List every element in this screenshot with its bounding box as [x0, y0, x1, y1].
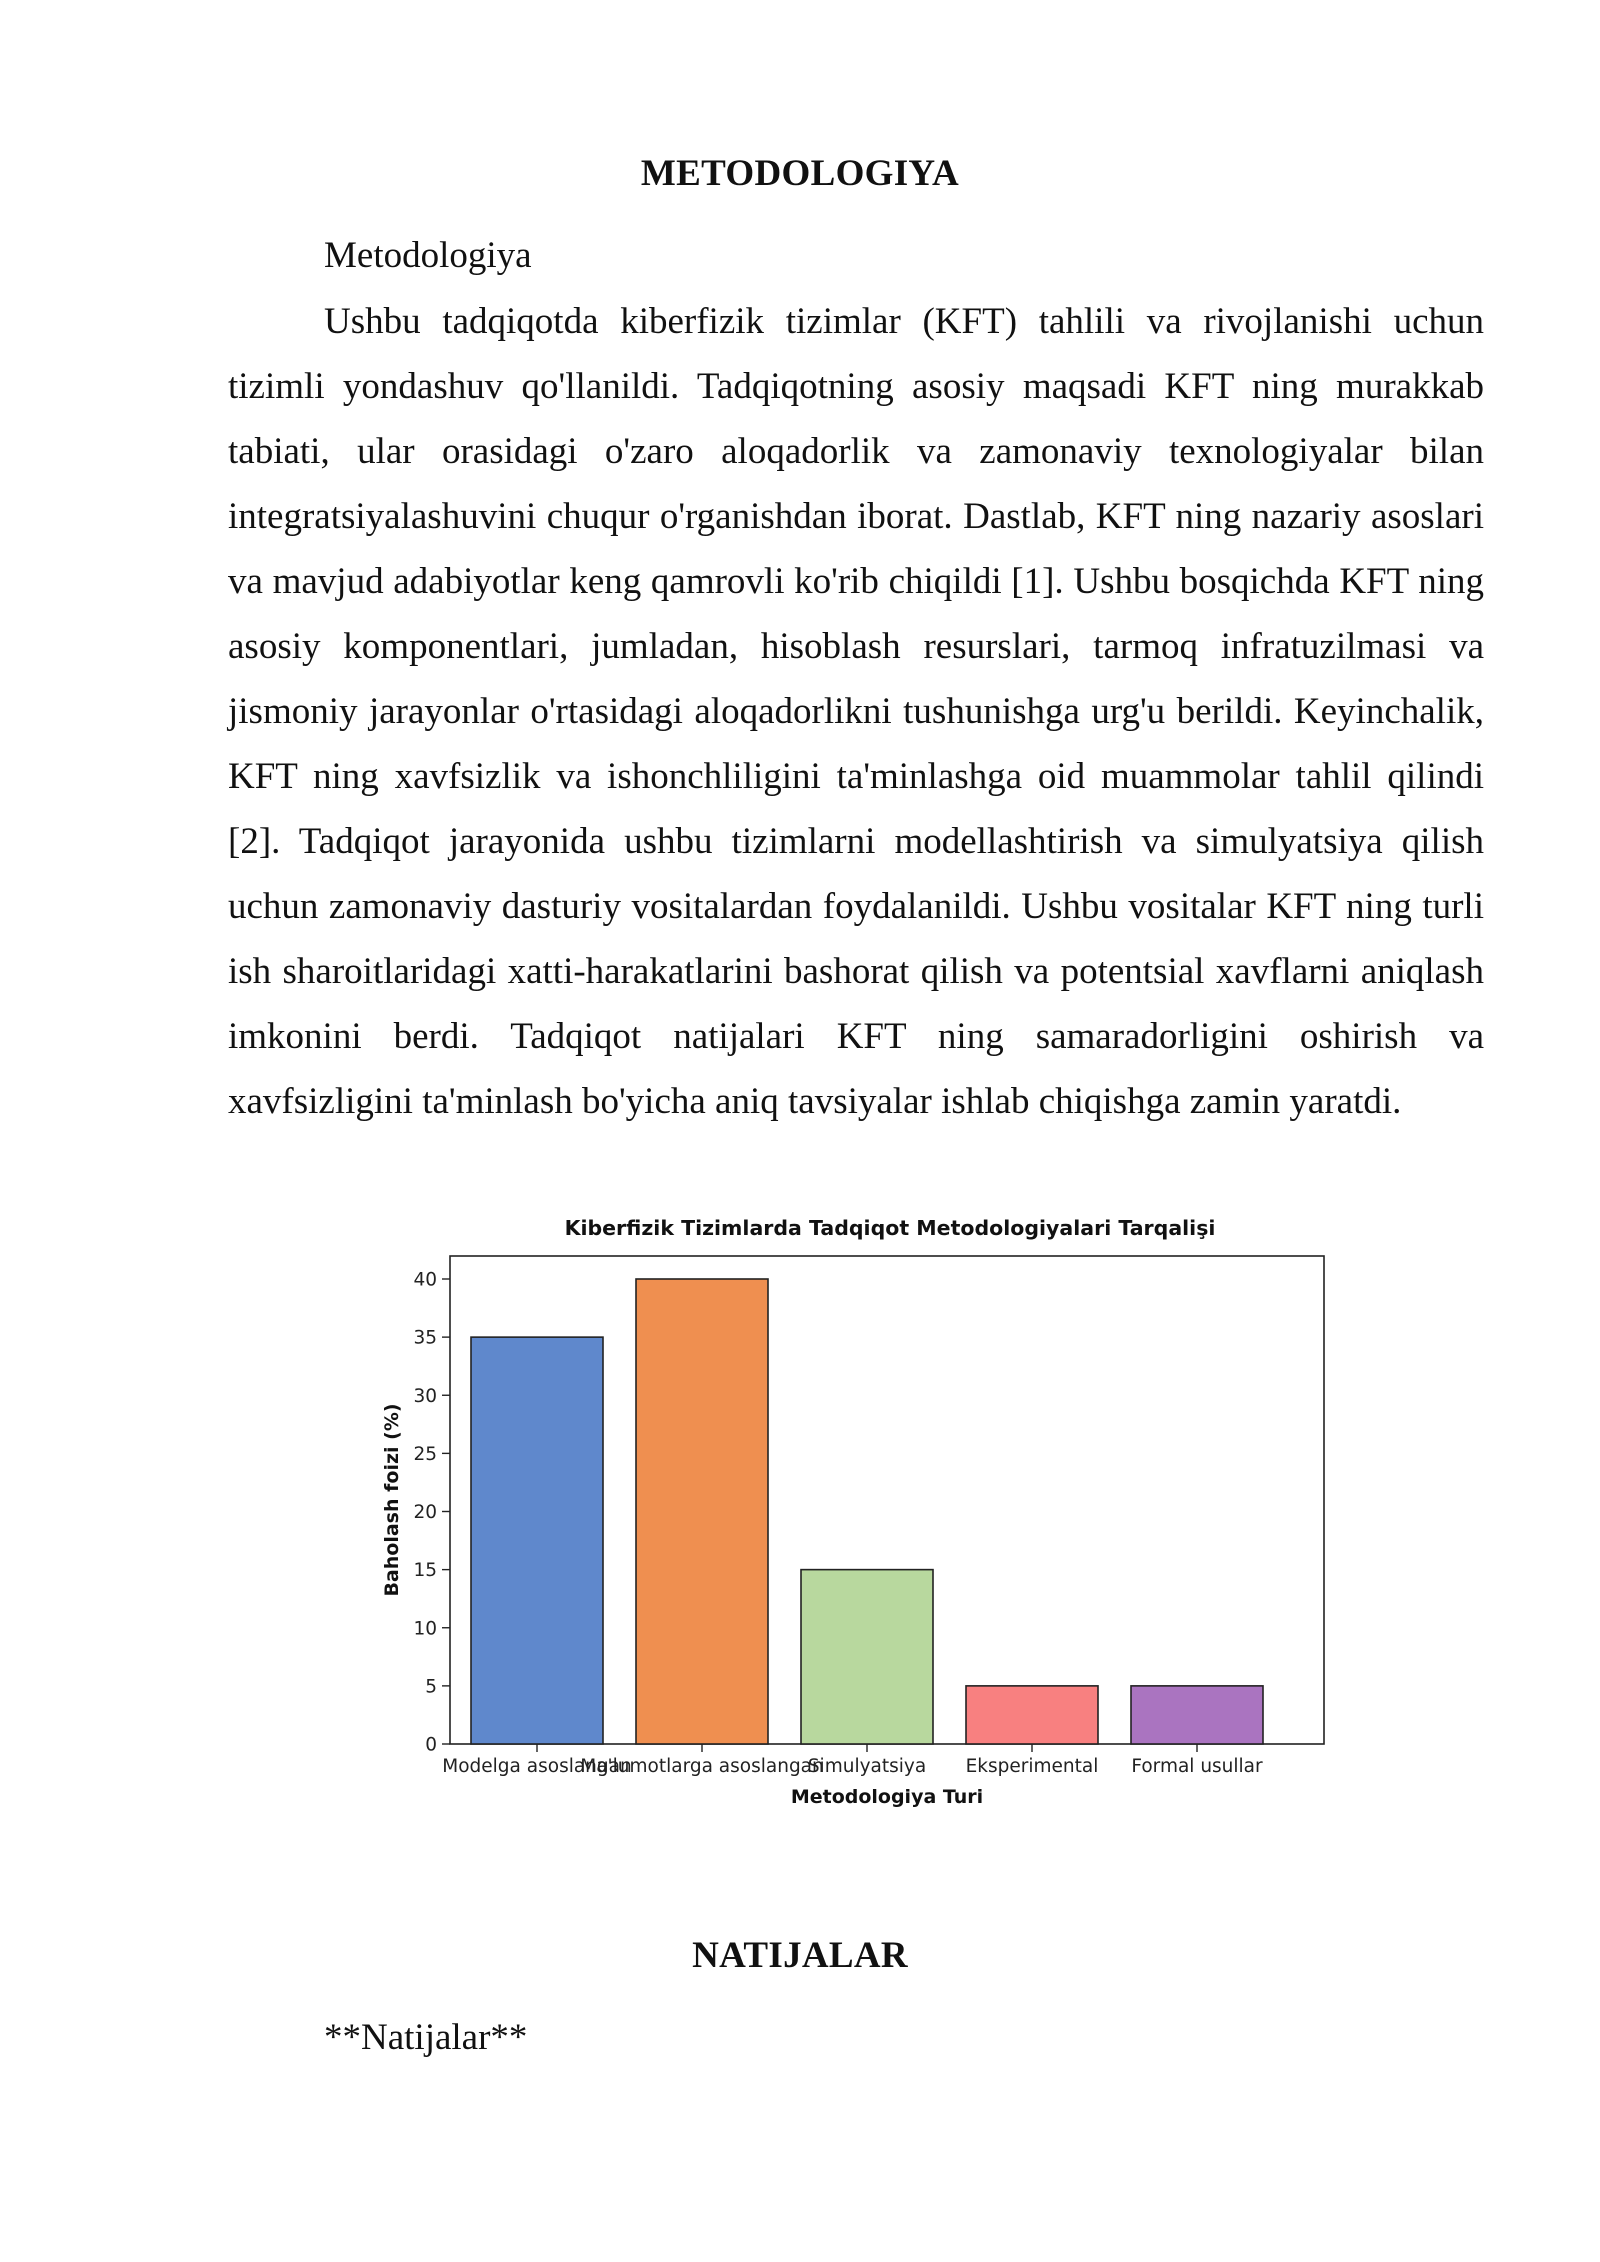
y-tick-label: 15	[413, 1560, 437, 1582]
y-tick-label: 20	[413, 1502, 437, 1523]
x-tick-label: Formal usullar	[1131, 1756, 1263, 1777]
bar-0	[471, 1337, 603, 1744]
y-tick-label: 30	[413, 1385, 437, 1407]
x-tick-label: Modelga asoslangan	[442, 1756, 632, 1777]
y-tick-label: 0	[425, 1734, 437, 1756]
bar-2	[801, 1570, 933, 1744]
x-axis-label: Metodologiya Turi	[790, 1786, 984, 1808]
y-tick-label: 5	[425, 1676, 437, 1698]
x-tick-label: Ma'lumotlarga asoslangan	[580, 1756, 824, 1777]
y-tick-label: 10	[413, 1618, 437, 1640]
y-tick-label: 40	[413, 1269, 437, 1291]
section-title-methodology: METODOLOGIYA	[640, 153, 960, 194]
y-axis-label: Baholash foizi (%)	[381, 1403, 403, 1597]
x-tick-label: Eksperimental	[965, 1756, 1099, 1777]
y-tick-label: 35	[413, 1327, 437, 1349]
y-tick-label: 25	[413, 1443, 437, 1465]
x-tick-label: Simulyatsiya	[807, 1756, 927, 1777]
x-axis-ticks	[442, 1744, 1263, 1777]
methodology-paragraph: Ushbu tadqiqotda kiberfizik tizimlar (KFT) tahlili va rivojlanishi uchun tizimli yondashuv qo'llanildi. Tadqiqotning asosiy maqsadi KFT ning murakkab tabiati, ular orasidagi o'zaro aloqadorlik va zamonaviy texnologiyalar bilan integratsiyalashuvini chuqur o'rganishdan iborat. Dastlab, KFT ning nazariy asoslari va mavjud adabiyotlar keng qamrovli ko'rib chiqildi [1]. Ushbu bosqichda KFT ning asosiy komponentlari, jumladan, hisoblash resurslari, tarmoq infratuzilmasi va jismoniy jarayonlar o'rtasidagi aloqadorlikni tushunishga urg'u berildi. Keyinchalik, KFT ning xavfsizlik va ishonchliligini ta'minlashga oid muammolar tahlil qilindi [2]. Tadqiqot jarayonida ushbu tizimlarni modellashtirish va simulyatsiya qilish uchun zamonaviy dasturiy vositalardan foydalanildi. Ushbu vositalar KFT ning turli ish sharoitlaridagi xatti-harakatlarini bashorat qilish va potentsial xavflarni aniqlash imkonini berdi. Tadqiqot natijalari KFT ning samaradorligini oshirish va xavfsizligini ta'minlash bo'yicha aniq tavsiyalar ishlab chiqishga zamin yaratdi.	[228, 301, 1484, 1122]
section-subtitle-methodology: Metodologiya	[324, 235, 532, 276]
bar-4	[1131, 1686, 1263, 1744]
methodology-chart	[350, 1200, 1350, 1840]
chart-svg	[350, 1200, 1350, 1840]
bars-group	[471, 1279, 1263, 1744]
section-subtitle-results: **Natijalar**	[324, 2017, 528, 2058]
chart-title: Kiberfizik Tizimlarda Tadqiqot Metodologiyalari Tarqalişi	[564, 1216, 1216, 1240]
bar-1	[636, 1279, 768, 1744]
section-title-results: NATIJALAR	[692, 1935, 908, 1976]
y-axis-ticks	[413, 1270, 450, 1756]
bar-3	[966, 1686, 1098, 1744]
